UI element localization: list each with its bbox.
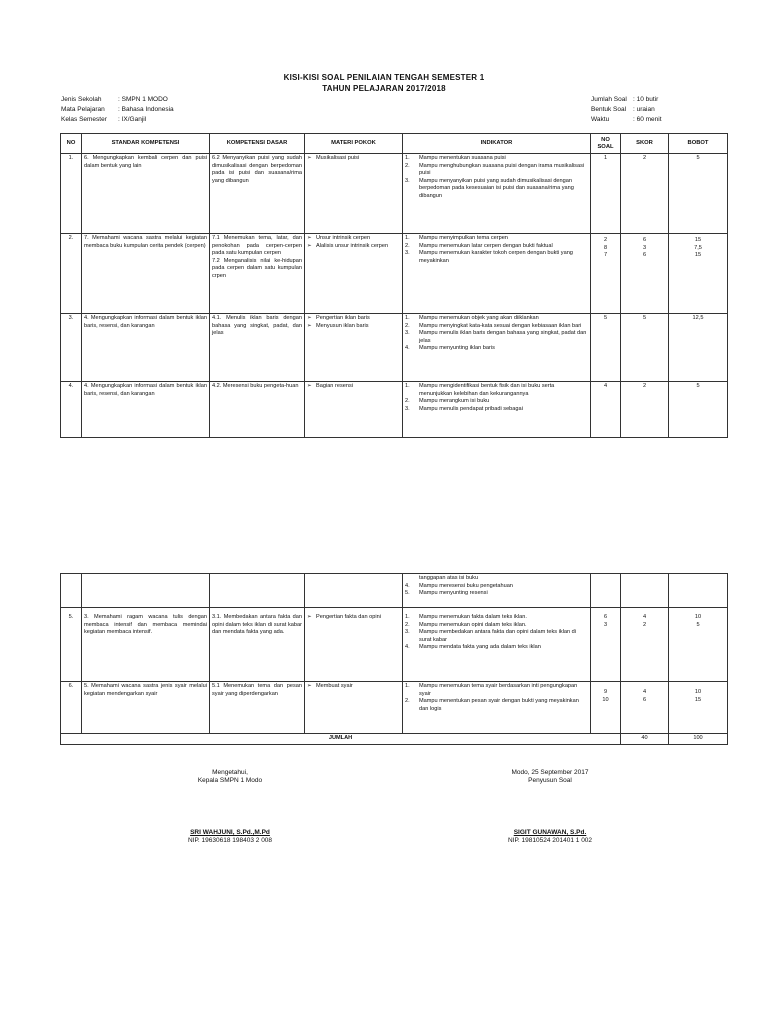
indikator-num: 2. bbox=[405, 322, 410, 329]
indikator-num: 3. bbox=[405, 250, 410, 257]
row-sk: 3. Memahami ragam wacana tulis dengan membaca intensif dan membaca memindai kegiatan membaca intensif. bbox=[82, 608, 210, 682]
meta-label: Waktu bbox=[591, 116, 610, 123]
indikator-num: 3. bbox=[405, 405, 410, 412]
table-row bbox=[61, 382, 728, 438]
total-skor: 40 bbox=[621, 734, 669, 745]
row-indikator bbox=[403, 382, 591, 438]
row-no: 5. bbox=[61, 608, 82, 682]
kd-item: 6.2 Menyanyikan puisi yang sudah dimusikalisasi dengan berpedoman pada isi puisi dan suasana/rima yang dibangun bbox=[212, 155, 302, 184]
arrow-bullet-icon: ➢ bbox=[307, 155, 312, 161]
indikator-text: Mampu menghubungkan suasana puisi dengan irama musikalisasi puisi bbox=[419, 162, 585, 177]
indikator-text: Mampu menulis iklan baris dengan bahasa yang singkat, padat dan jelas bbox=[419, 330, 587, 344]
signature-left-nip: NIP. 19630618 198403 2 008 bbox=[187, 837, 273, 844]
row-materi bbox=[305, 608, 403, 682]
row-indikator bbox=[403, 608, 591, 682]
arrow-bullet-icon: ➢ bbox=[307, 614, 312, 620]
kd-item: 4.1. Menulis iklan baris dengan bahasa yang singkat, padat, dan jelas bbox=[212, 315, 302, 337]
indikator-text: Mampu menemukan opini dalam teks iklan. bbox=[419, 621, 527, 628]
kisi-kisi-table bbox=[60, 133, 728, 438]
row-no-soal: 9 10 bbox=[591, 682, 621, 734]
row-bobot: 15 7,5 15 bbox=[669, 234, 728, 314]
header-sk: STANDAR KOMPETENSI bbox=[82, 134, 210, 154]
indikator-text: Mampu menyingkat kata-kata sesuai dengan kebiasaan iklan bari bbox=[419, 322, 582, 329]
indikator-text: Mampu menyanyikan puisi yang sudah dimusikalisasi dengan berpedoman pada kesesuaian isi puisi dan suasana/rima yang dibangun bbox=[419, 177, 574, 199]
row-sk: 7. Memahami wacana sastra melalui kegiatan membaca buku kumpulan cerita pendek (cerpen) bbox=[82, 234, 210, 314]
indikator-num: 2. bbox=[405, 242, 410, 249]
row-skor: 6 3 6 bbox=[621, 234, 669, 314]
row-no-soal: 4 bbox=[591, 382, 621, 438]
materi-item: Membuat syair bbox=[316, 683, 353, 689]
signature-right-name: SIGIT GUNAWAN, S.Pd. bbox=[513, 829, 587, 836]
row-indikator bbox=[403, 682, 591, 734]
indikator-text: Mampu menemukan fakta dalam teks iklan. bbox=[419, 614, 527, 620]
document-title: KISI-KISI SOAL PENILAIAN TENGAH SEMESTER 1 bbox=[283, 73, 485, 82]
row-skor: 5 bbox=[621, 314, 669, 382]
meta-label: Jumlah Soal bbox=[591, 96, 627, 103]
arrow-bullet-icon: ➢ bbox=[307, 315, 312, 321]
signature-right-block bbox=[470, 769, 630, 785]
row-bobot: 5 bbox=[669, 382, 728, 438]
arrow-bullet-icon: ➢ bbox=[307, 322, 312, 329]
table-row bbox=[61, 608, 728, 682]
table-row bbox=[61, 682, 728, 734]
row-bobot: 5 bbox=[669, 154, 728, 234]
meta-value: : 60 menit bbox=[633, 116, 662, 123]
row-materi bbox=[305, 682, 403, 734]
indikator-num: 2. bbox=[405, 698, 410, 705]
row-materi bbox=[305, 382, 403, 438]
kd-item: 3.1. Membedakan antara fakta dan opini dalam teks iklan di surat kabar dan mendata fakta yang ada. bbox=[212, 614, 302, 636]
indikator-num: 2. bbox=[405, 162, 410, 169]
signature-right-line1: Modo, 25 September 2017 bbox=[511, 769, 589, 776]
signature-left-name: SRI WAHJUNI, S.Pd.,M.Pd bbox=[190, 829, 270, 836]
header-bobot: BOBOT bbox=[669, 134, 728, 154]
row-indikator bbox=[403, 574, 591, 608]
indikator-num: 5. bbox=[405, 590, 410, 597]
indikator-text: tanggapan atas isi buku bbox=[419, 575, 479, 581]
signature-left-block bbox=[150, 769, 310, 785]
meta-label: Kelas Semester bbox=[61, 116, 107, 123]
indikator-num: 2. bbox=[405, 398, 410, 405]
indikator-text: Mampu menemukan karakter tokoh cerpen dengan bukti yang meyakinkan bbox=[419, 250, 573, 264]
indikator-num: 3. bbox=[405, 330, 410, 337]
materi-item: Pengertian iklan baris bbox=[316, 315, 370, 321]
meta-left bbox=[61, 95, 174, 125]
meta-label: Mata Pelajaran bbox=[61, 106, 105, 113]
indikator-num: 1. bbox=[405, 383, 410, 389]
meta-value: : SMPN 1 MODO bbox=[118, 96, 168, 103]
row-materi bbox=[305, 314, 403, 382]
header-kd: KOMPETENSI DASAR bbox=[210, 134, 305, 154]
indikator-text: Mampu mengidentifikasi bentuk fisik dan isi buku serta menunjukkan kelebihan dan kekurangannya bbox=[419, 383, 555, 397]
total-row bbox=[61, 734, 728, 745]
materi-item: Unsur intrinsik cerpen bbox=[316, 235, 371, 241]
total-label: JUMLAH bbox=[61, 734, 621, 745]
indikator-num bbox=[405, 575, 419, 583]
row-no: 6. bbox=[61, 682, 82, 734]
indikator-num: 3. bbox=[405, 177, 410, 184]
signature-right-nip: NIP. 19810524 201401 1 002 bbox=[507, 837, 593, 844]
row-bobot: 10 5 bbox=[669, 608, 728, 682]
row-kd bbox=[210, 382, 305, 438]
kd-item: 4.2. Meresensi buku pengeta-huan bbox=[212, 383, 299, 389]
indikator-num: 4. bbox=[405, 582, 410, 589]
indikator-text: Mampu menyimpulkan tema cerpen bbox=[419, 235, 508, 241]
row-no-soal: 5 bbox=[591, 314, 621, 382]
indikator-num: 2. bbox=[405, 621, 410, 628]
row-indikator bbox=[403, 154, 591, 234]
indikator-text: Mampu menentukan pesan syair dengan bukti yang meyakinkan dan logis bbox=[419, 698, 579, 712]
indikator-num: 4. bbox=[405, 644, 410, 651]
header-materi: MATERI POKOK bbox=[305, 134, 403, 154]
indikator-text: Mampu menyunting resensi bbox=[419, 590, 488, 597]
row-no-soal: 6 3 bbox=[591, 608, 621, 682]
row-materi bbox=[305, 154, 403, 234]
indikator-num: 1. bbox=[405, 235, 410, 241]
indikator-num: 1. bbox=[405, 614, 410, 620]
row-bobot: 10 15 bbox=[669, 682, 728, 734]
meta-value: : Bahasa Indonesia bbox=[118, 106, 174, 113]
row-sk: 4. Mengungkapkan informasi dalam bentuk iklan baris, resensi, dan karangan bbox=[82, 314, 210, 382]
row-sk: 5. Memahami wacana sastra jenis syair melalui kegiatan mendengarkan syair bbox=[82, 682, 210, 734]
row-sk: 4. Mengungkapkan informasi dalam bentuk iklan baris, resensi, dan karangan bbox=[82, 382, 210, 438]
meta-right bbox=[591, 95, 662, 125]
row-no: 1. bbox=[61, 154, 82, 234]
kd-item: 7.2 Menganalisis nilai ke-hidupan pada cerpen dalam satu kumpulan crpen bbox=[212, 257, 302, 279]
row-materi bbox=[305, 234, 403, 314]
row-no: 2. bbox=[61, 234, 82, 314]
kd-item: 5.1 Menemukan tema dan pesan syair yang diperdengarkan bbox=[212, 683, 302, 697]
document-subtitle: TAHUN PELAJARAN 2017/2018 bbox=[322, 84, 446, 93]
indikator-num: 1. bbox=[405, 315, 410, 321]
kd-item: 7.1 Menemukan tema, latar, dan penokohan pada cerpen-cerpen pada satu kumpulan cerpen bbox=[212, 235, 302, 257]
row-indikator bbox=[403, 234, 591, 314]
meta-value: : uraian bbox=[633, 106, 655, 113]
table-row bbox=[61, 314, 728, 382]
row-skor: 2 bbox=[621, 154, 669, 234]
row-sk: 6. Mengungkapkan kembali cerpen dan puisi dalam bentuk yang lain bbox=[82, 154, 210, 234]
indikator-num: 1. bbox=[405, 155, 410, 161]
meta-label: Jenis Sekolah bbox=[61, 96, 102, 103]
row-indikator bbox=[403, 314, 591, 382]
row-bobot: 12,5 bbox=[669, 314, 728, 382]
header-no-soal: NO SOAL bbox=[591, 134, 621, 154]
indikator-num: 4. bbox=[405, 345, 410, 352]
header-indikator: INDIKATOR bbox=[403, 134, 591, 154]
signature-left-line2: Kepala SMPN 1 Modo bbox=[197, 777, 263, 784]
row-kd bbox=[210, 314, 305, 382]
indikator-text: Mampu mendata fakta yang ada dalam teks iklan bbox=[419, 644, 541, 651]
total-bobot: 100 bbox=[669, 734, 728, 745]
signature-left-line1: Mengetahui, bbox=[212, 769, 248, 776]
row-kd bbox=[210, 682, 305, 734]
row-no-soal: 2 8 7 bbox=[591, 234, 621, 314]
table-row bbox=[61, 234, 728, 314]
row-skor: 4 6 bbox=[621, 682, 669, 734]
indikator-text: Mampu membedakan antara fakta dan opini dalam teks iklan di surat kabar bbox=[419, 629, 577, 643]
indikator-text: Mampu menemukan tema syair berdasarkan inti pengungkapan syair bbox=[419, 683, 578, 697]
header-skor: SKOR bbox=[621, 134, 669, 154]
indikator-text: Mampu menemukan objek yang akan diiklankan bbox=[419, 315, 539, 321]
indikator-text: Mampu merangkum isi buku bbox=[419, 398, 490, 405]
table-row-continuation bbox=[61, 574, 728, 608]
meta-value: : IX/Ganjil bbox=[118, 116, 147, 123]
indikator-num: 1. bbox=[405, 683, 410, 689]
row-no-soal: 1 bbox=[591, 154, 621, 234]
indikator-text: Mampu meresensi buku pengetahuan bbox=[419, 582, 513, 589]
indikator-text: Mampu menyunting iklan baris bbox=[419, 345, 495, 352]
indikator-num: 3. bbox=[405, 629, 410, 636]
indikator-text: Mampu menemukan latar cerpen dengan bukti faktual bbox=[419, 242, 553, 249]
indikator-text: Mampu menentukan suasana puisi bbox=[419, 155, 506, 161]
table-row bbox=[61, 154, 728, 234]
materi-item: Musikalisasi puisi bbox=[316, 155, 360, 161]
row-kd bbox=[210, 608, 305, 682]
indikator-text: Mampu menulis pendapat pribadi sebagai bbox=[419, 405, 523, 412]
row-no: 4. bbox=[61, 382, 82, 438]
row-kd bbox=[210, 154, 305, 234]
table-header-row bbox=[61, 134, 728, 154]
arrow-bullet-icon: ➢ bbox=[307, 235, 312, 241]
materi-item: Pengertian fakta dan opini bbox=[316, 614, 381, 620]
row-skor: 4 2 bbox=[621, 608, 669, 682]
arrow-bullet-icon: ➢ bbox=[307, 242, 312, 249]
arrow-bullet-icon: ➢ bbox=[307, 383, 312, 389]
signature-right-line2: Penyusun Soal bbox=[528, 777, 572, 784]
meta-label: Bentuk Soal bbox=[591, 106, 627, 113]
signature-right-name-block bbox=[470, 829, 630, 845]
row-kd bbox=[210, 234, 305, 314]
signature-left-name-block bbox=[150, 829, 310, 845]
kisi-kisi-table-continued bbox=[60, 573, 728, 745]
arrow-bullet-icon: ➢ bbox=[307, 683, 312, 689]
row-skor: 2 bbox=[621, 382, 669, 438]
row-no: 3. bbox=[61, 314, 82, 382]
materi-item: Menyusun iklan baris bbox=[316, 322, 369, 329]
header-no: NO bbox=[61, 134, 82, 154]
materi-item: Bagian resensi bbox=[316, 383, 354, 389]
meta-value: : 10 butir bbox=[633, 96, 659, 103]
materi-item: Alalisis unsur intrinsik cerpen bbox=[316, 242, 389, 249]
